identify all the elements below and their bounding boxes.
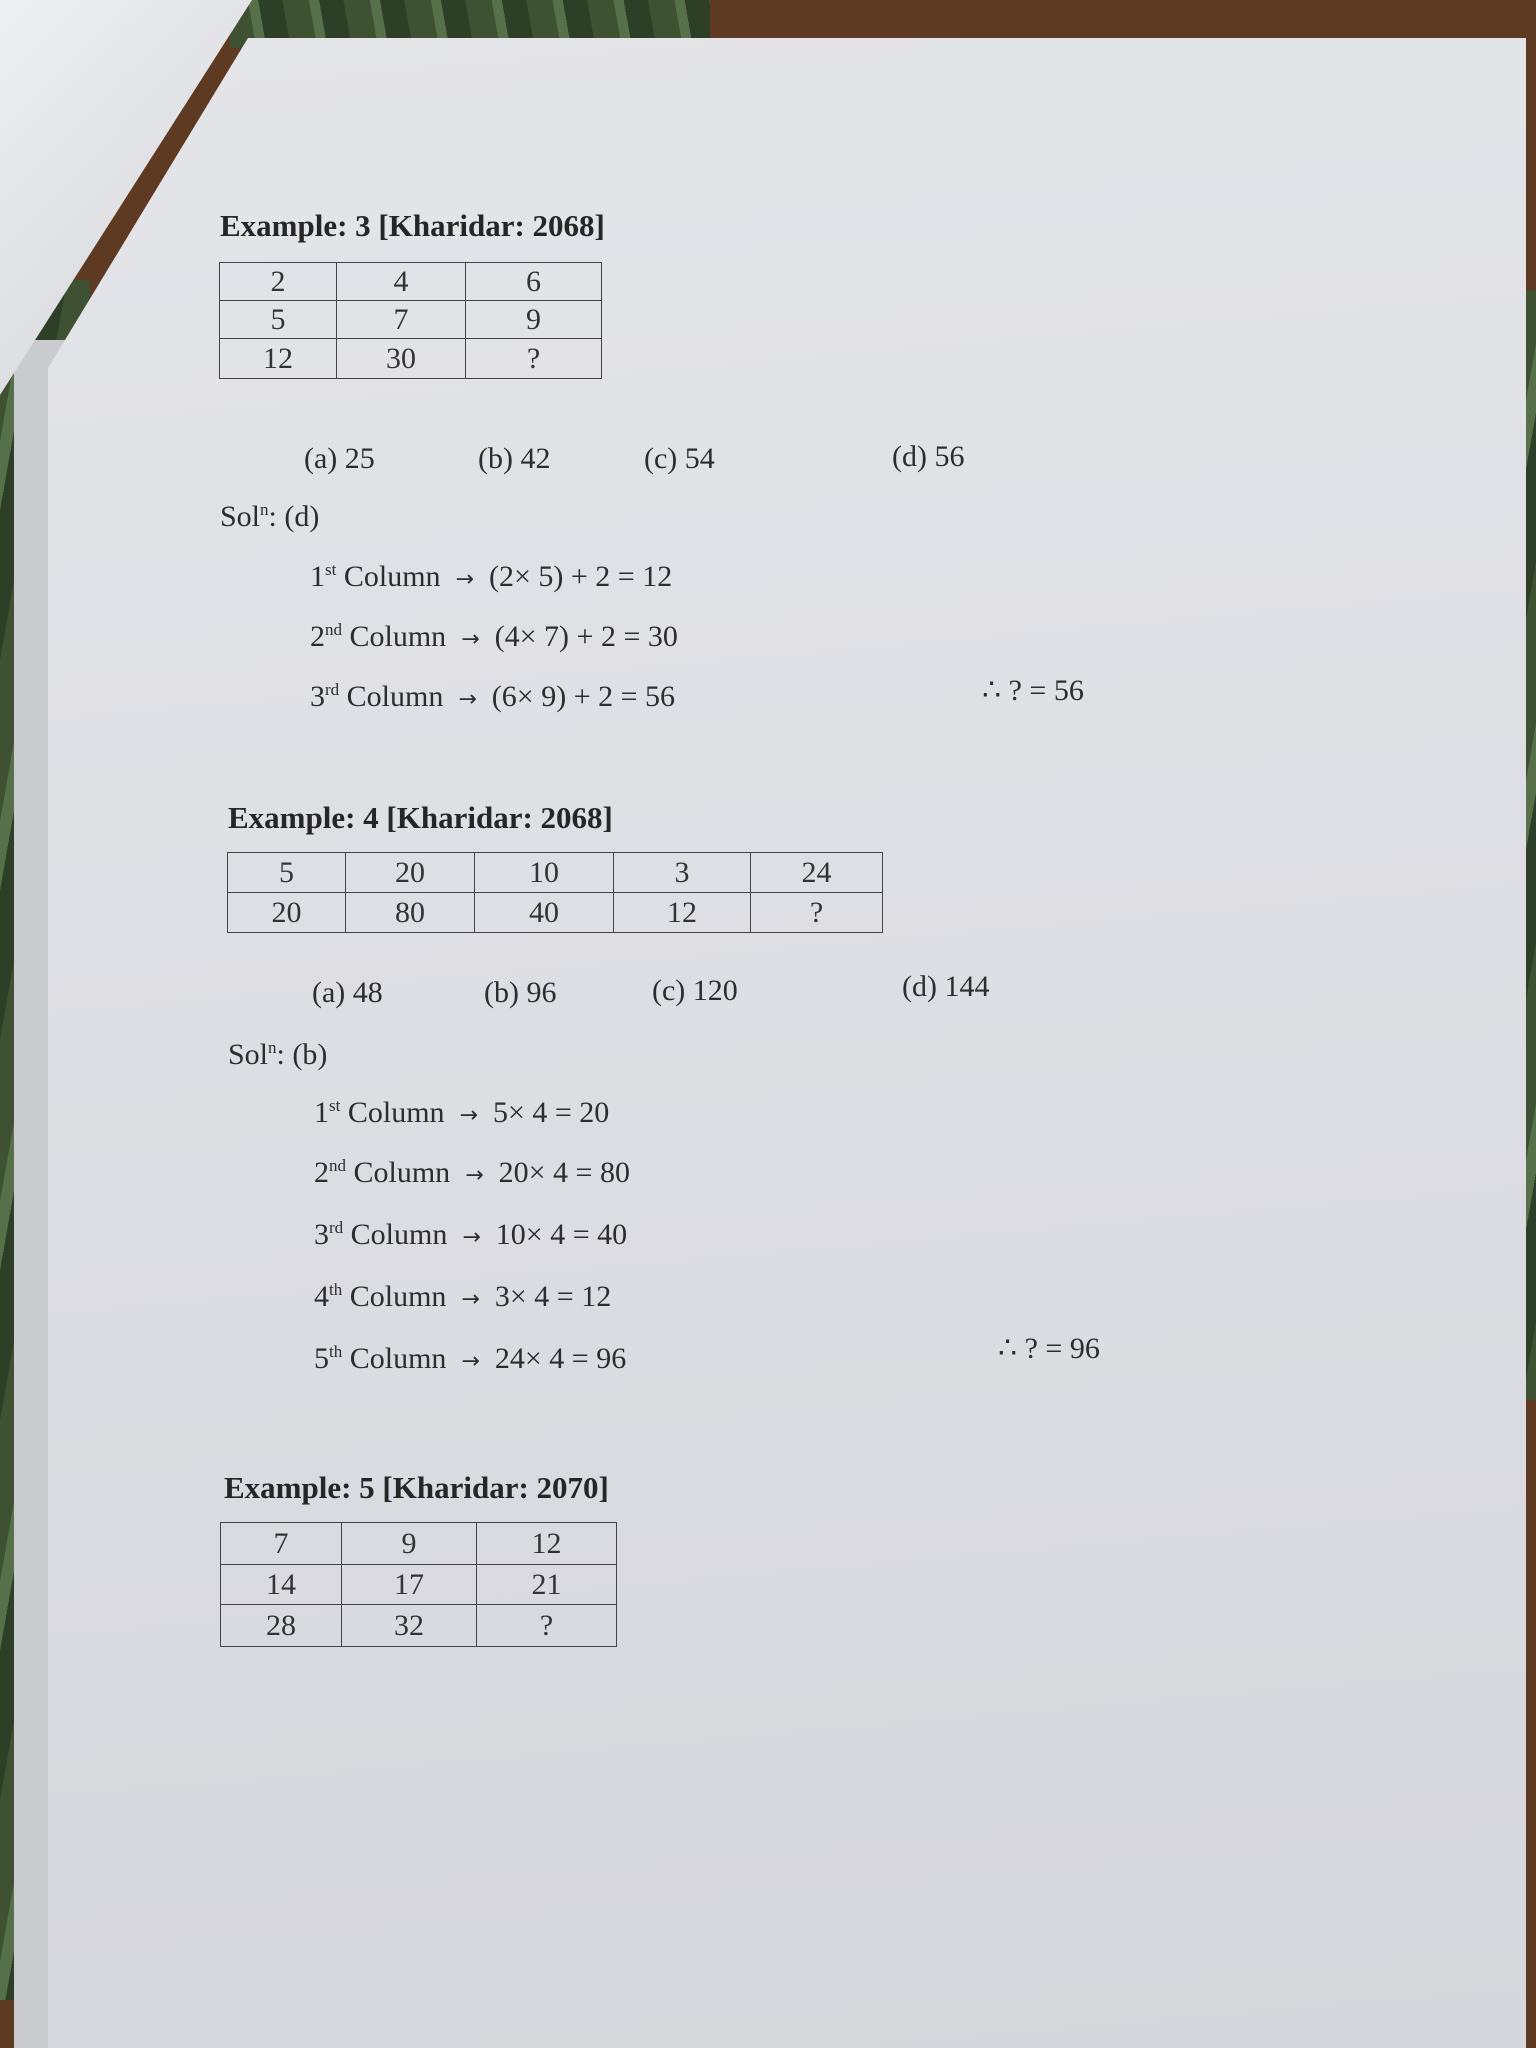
table-cell: 14 [221, 1565, 342, 1605]
table-cell: 10 [475, 853, 614, 893]
table-cell: 21 [477, 1565, 617, 1605]
step-row: 3rd Column → (6× 9) + 2 = 56 [310, 680, 676, 713]
step-row: 1st Column → 5× 4 = 20 [314, 1096, 610, 1129]
option-d: (d) 56 [892, 440, 965, 473]
table-cell: 12 [220, 339, 337, 379]
table-cell: 2 [220, 263, 337, 301]
option-a: (a) 48 [312, 976, 383, 1009]
table-cell: 12 [477, 1523, 617, 1565]
solution-label: Sol$^n$: (b) [228, 1038, 328, 1071]
table-cell: 7 [337, 301, 466, 339]
table-cell: 80 [346, 893, 475, 933]
table-cell: 5 [220, 301, 337, 339]
example-5-title: Example: 5 [Kharidar: 2070] [224, 1470, 609, 1505]
option-a: (a) 25 [304, 442, 375, 475]
table-cell: 9 [342, 1523, 477, 1565]
table-cell: 9 [466, 301, 602, 339]
step-row: 3rd Column → 10× 4 = 40 [314, 1218, 628, 1251]
example-4-title: Example: 4 [Kharidar: 2068] [228, 800, 613, 835]
table-cell: 24 [751, 853, 883, 893]
option-c: (c) 54 [644, 442, 715, 475]
table-cell: 32 [342, 1605, 477, 1647]
table-cell: 4 [337, 263, 466, 301]
table-cell: 20 [346, 853, 475, 893]
conclusion: ∴ ? = 96 [998, 1332, 1100, 1365]
option-b: (b) 42 [478, 442, 551, 475]
step-row: 2nd Column → 20× 4 = 80 [314, 1156, 630, 1189]
table-cell: ? [477, 1605, 617, 1647]
option-d: (d) 144 [902, 970, 990, 1003]
table-cell: ? [751, 893, 883, 933]
table-cell: 17 [342, 1565, 477, 1605]
table-cell: 20 [228, 893, 346, 933]
table-cell: 28 [221, 1605, 342, 1647]
table-cell: ? [466, 339, 602, 379]
option-b: (b) 96 [484, 976, 557, 1009]
table-cell: 40 [475, 893, 614, 933]
example-3-title: Example: 3 [Kharidar: 2068] [220, 208, 605, 243]
table-cell: 5 [228, 853, 346, 893]
example-4-table [227, 852, 883, 933]
table-cell: 6 [466, 263, 602, 301]
step-row: 4th Column → 3× 4 = 12 [314, 1280, 612, 1313]
step-row: 2nd Column → (4× 7) + 2 = 30 [310, 620, 678, 653]
table-cell: 7 [221, 1523, 342, 1565]
table-cell: 30 [337, 339, 466, 379]
conclusion: ∴ ? = 56 [982, 674, 1084, 707]
example-5-table [220, 1522, 617, 1647]
table-cell: 12 [614, 893, 751, 933]
example-3-table [219, 262, 602, 379]
step-row: 5th Column → 24× 4 = 96 [314, 1342, 627, 1375]
step-row: 1st Column → (2× 5) + 2 = 12 [310, 560, 673, 593]
option-c: (c) 120 [652, 974, 738, 1007]
table-cell: 3 [614, 853, 751, 893]
solution-label: Sol$^n$: (d) [220, 500, 320, 533]
